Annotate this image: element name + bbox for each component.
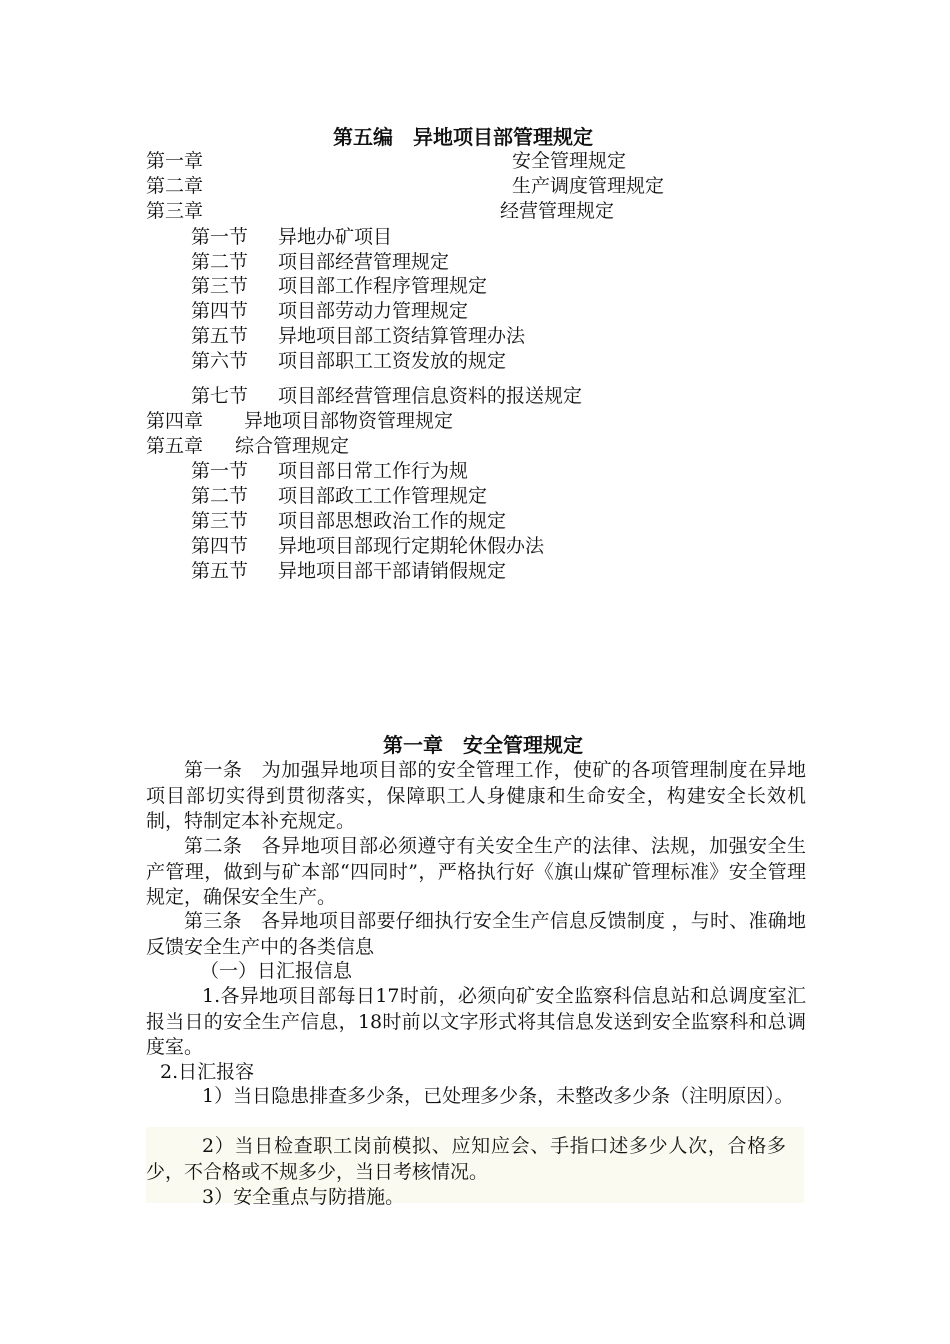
toc-section-name: 异地项目部干部请销假规定: [278, 560, 507, 582]
toc-section-label: 第四节: [191, 300, 249, 322]
toc-chapter-name: 经营管理规定: [500, 200, 615, 222]
toc-chapter-name: 异地项目部物资管理规定: [244, 410, 454, 432]
item-1: 1.各异地项目部每日17时前，必须向矿安全监察科信息站和总调度室汇报当日的安全生产信息，18时前以文字形式将其信息发送到安全监察科和总调度室。: [146, 985, 806, 1058]
toc-section-name: 项目部经营管理信息资料的报送规定: [278, 385, 583, 407]
toc-section-name: 异地项目部现行定期轮休假办法: [278, 535, 545, 557]
toc-chapter-label: 第一章: [146, 150, 204, 172]
toc-section-name: 项目部工作程序管理规定: [278, 275, 488, 297]
toc-section-label: 第一节: [191, 460, 249, 482]
toc-chapter-label: 第二章: [146, 175, 204, 197]
toc-chapter-label: 第五章: [146, 435, 204, 457]
toc-section-name: 异地办矿项目: [278, 226, 393, 248]
toc-section-label: 第三节: [191, 275, 249, 297]
point-2: 2）当日检查职工岗前模拟、应知应会、手指口述多少人次，合格多少，不合格或不规多少，当日考核情况。: [146, 1135, 786, 1183]
article-3: 第三条 各异地项目部要仔细执行安全生产信息反馈制度 ，与时、准确地反馈安全生产中的各类信息: [146, 910, 806, 958]
toc-section-label: 第五节: [191, 325, 249, 347]
toc-section-label: 第四节: [191, 535, 249, 557]
toc-chapter-label: 第三章: [146, 200, 204, 222]
point-3: 3）安全重点与防措施。: [202, 1186, 405, 1208]
toc-section-name: 项目部政工工作管理规定: [278, 485, 488, 507]
toc-section-label: 第一节: [191, 226, 249, 248]
toc-section-label: 第五节: [191, 560, 249, 582]
toc-chapter-label: 第四章: [146, 410, 204, 432]
toc-chapter-name: 综合管理规定: [235, 435, 350, 457]
toc-section-name: 项目部劳动力管理规定: [278, 300, 469, 322]
point-1: 1）当日隐患排查多少条，已处理多少条，未整改多少条（注明原因）。: [202, 1085, 794, 1107]
article-1: 第一条 为加强异地项目部的安全管理工作，使矿的各项管理制度在异地项目部切实得到贯彻落实，保障职工人身健康和生命安全，构建安全长效机制，特制定本补充规定。: [146, 759, 806, 832]
toc-section-name: 异地项目部工资结算管理办法: [278, 325, 526, 347]
toc-section-name: 项目部日常工作行为规: [278, 460, 469, 482]
toc-chapter-name: 生产调度管理规定: [512, 175, 665, 197]
toc-section-label: 第二节: [191, 485, 249, 507]
toc-section-label: 第二节: [191, 251, 249, 273]
toc-section-name: 项目部职工工资发放的规定: [278, 350, 507, 372]
part-title: 第五编 异地项目部管理规定: [333, 125, 593, 149]
toc-section-label: 第七节: [191, 385, 249, 407]
chapter-title: 第一章 安全管理规定: [383, 733, 583, 757]
item-2: 2.日汇报容: [160, 1061, 255, 1083]
toc-section-label: 第六节: [191, 350, 249, 372]
toc-chapter-name: 安全管理规定: [512, 150, 627, 172]
toc-section-label: 第三节: [191, 510, 249, 532]
article-2: 第二条 各异地项目部必须遵守有关安全生产的法律、法规，加强安全生产管理，做到与矿本部“四同时”，严格执行好《旗山煤矿管理标准》安全管理规定，确保安全生产。: [146, 835, 806, 908]
toc-section-name: 项目部思想政治工作的规定: [278, 510, 507, 532]
toc-section-name: 项目部经营管理规定: [278, 251, 450, 273]
subsection-heading: （一）日汇报信息: [200, 960, 353, 982]
